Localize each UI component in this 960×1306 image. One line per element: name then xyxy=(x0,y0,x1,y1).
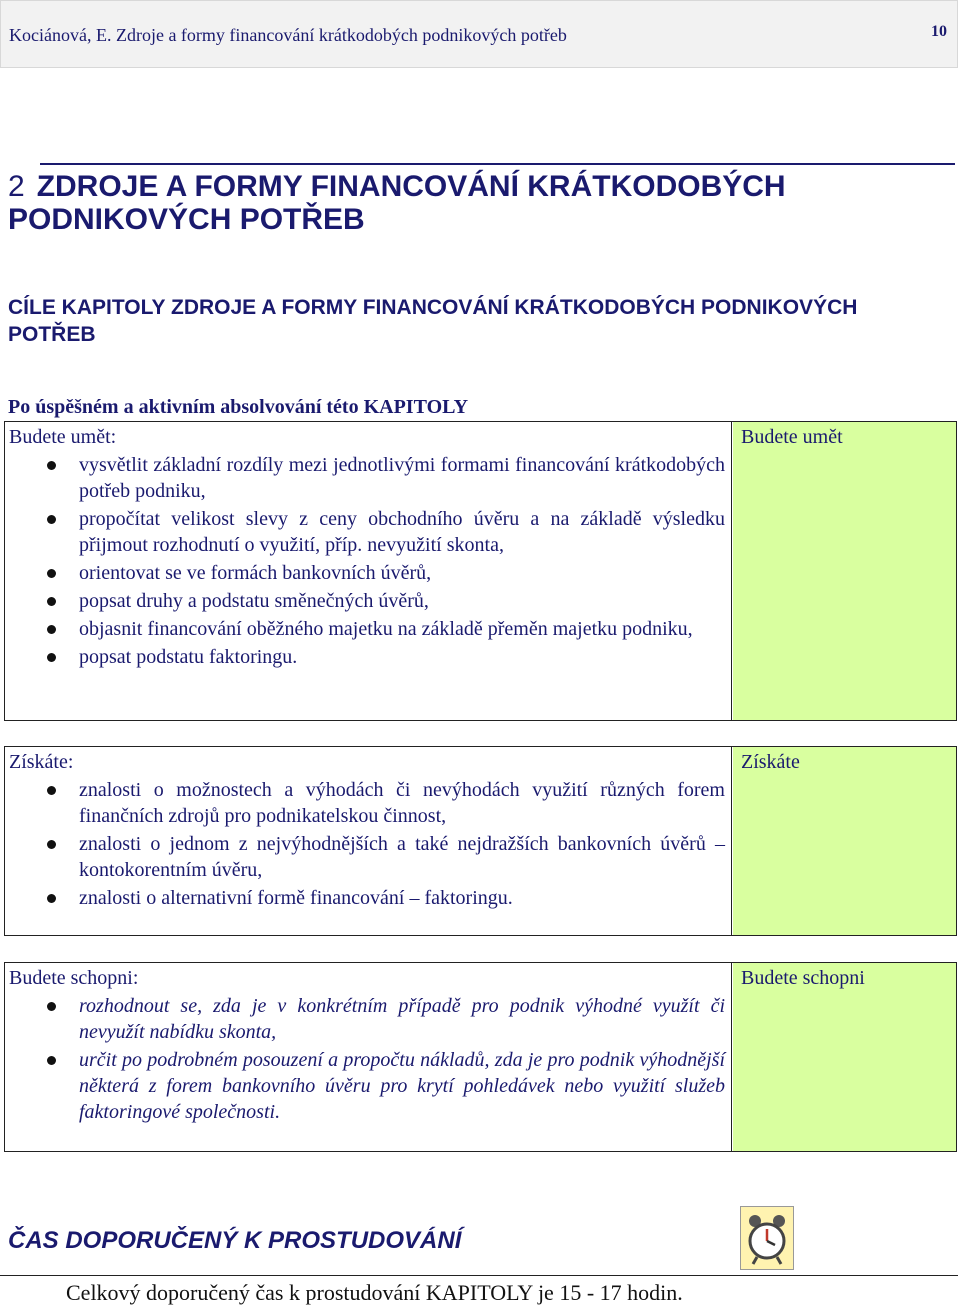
list-item: orientovat se ve formách bankovních úvěrů, xyxy=(5,560,725,586)
budete-umet-content xyxy=(5,422,732,720)
budete-schopni-side-label: Budete schopni xyxy=(741,967,865,989)
study-time-text: Celkový doporučený čas k prostudování KAPITOLY je 15 - 17 hodin. xyxy=(66,1280,683,1305)
goals-intro: Po úspěšném a aktivním absolvování této KAPITOLY xyxy=(8,396,469,418)
alarm-clock-icon xyxy=(740,1206,794,1270)
ziskate-box xyxy=(4,746,957,936)
chapter-heading xyxy=(8,170,908,236)
list-item: znalosti o možnostech a výhodách či nevýhodách využití různých forem finančních zdrojů pro podnikatelskou činnost, xyxy=(5,777,725,829)
study-time-heading: ČAS DOPORUČENÝ K PROSTUDOVÁNÍ xyxy=(8,1227,462,1254)
ziskate-list xyxy=(5,777,725,913)
ziskate-sidebar xyxy=(733,747,957,935)
budete-schopni-title: Budete schopni: xyxy=(9,967,139,989)
chapter-number: 2 xyxy=(8,170,25,203)
page-header xyxy=(0,0,958,68)
budete-schopni-list xyxy=(5,993,725,1127)
budete-umet-list xyxy=(5,452,725,672)
budete-umet-sidebar xyxy=(733,422,957,720)
alarm-clock-svg xyxy=(741,1207,793,1269)
ziskate-title: Získáte: xyxy=(9,751,74,773)
chapter-title: ZDROJE A FORMY FINANCOVÁNÍ KRÁTKODOBÝCH PODNIKOVÝCH POTŘEB xyxy=(8,170,786,236)
list-item: znalosti o jednom z nejvýhodnějších a také nejdražších bankovních úvěrů – kontokorentním úvěru, xyxy=(5,831,725,883)
budete-umet-box xyxy=(4,421,957,721)
running-title: Kociánová, E. Zdroje a formy financování krátkodobých podnikových potřeb xyxy=(9,25,567,45)
section-divider xyxy=(0,1275,958,1276)
ziskate-side-label: Získáte xyxy=(741,751,800,773)
budete-umet-title: Budete umět: xyxy=(9,426,117,448)
chapter-rule xyxy=(40,163,955,165)
page-number: 10 xyxy=(931,23,947,40)
goals-heading: CÍLE KAPITOLY ZDROJE A FORMY FINANCOVÁNÍ KRÁTKODOBÝCH PODNIKOVÝCH POTŘEB xyxy=(8,296,858,346)
list-item: objasnit financování oběžného majetku na základě přeměn majetku podniku, xyxy=(5,616,725,642)
list-item: určit po podrobném posouzení a propočtu nákladů, zda je pro podnik výhodnější některá z forem bankovního úvěru pro krytí pohledávek nebo využití služeb faktoringové společnosti. xyxy=(5,1047,725,1125)
budete-schopni-sidebar xyxy=(733,963,957,1151)
budete-umet-side-label: Budete umět xyxy=(741,426,843,448)
list-item: vysvětlit základní rozdíly mezi jednotlivými formami financování krátkodobých potřeb podniku, xyxy=(5,452,725,504)
budete-schopni-content xyxy=(5,963,732,1151)
list-item: popsat podstatu faktoringu. xyxy=(5,644,725,670)
ziskate-content xyxy=(5,747,732,935)
list-item: rozhodnout se, zda je v konkrétním případě pro podnik výhodné využít či nevyužít nabídku skonta, xyxy=(5,993,725,1045)
list-item: popsat druhy a podstatu směnečných úvěrů, xyxy=(5,588,725,614)
list-item: znalosti o alternativní formě financování – faktoringu. xyxy=(5,885,725,911)
list-item: propočítat velikost slevy z ceny obchodního úvěru a na základě výsledku přijmout rozhodnutí o využití, příp. nevyužití skonta, xyxy=(5,506,725,558)
budete-schopni-box xyxy=(4,962,957,1152)
